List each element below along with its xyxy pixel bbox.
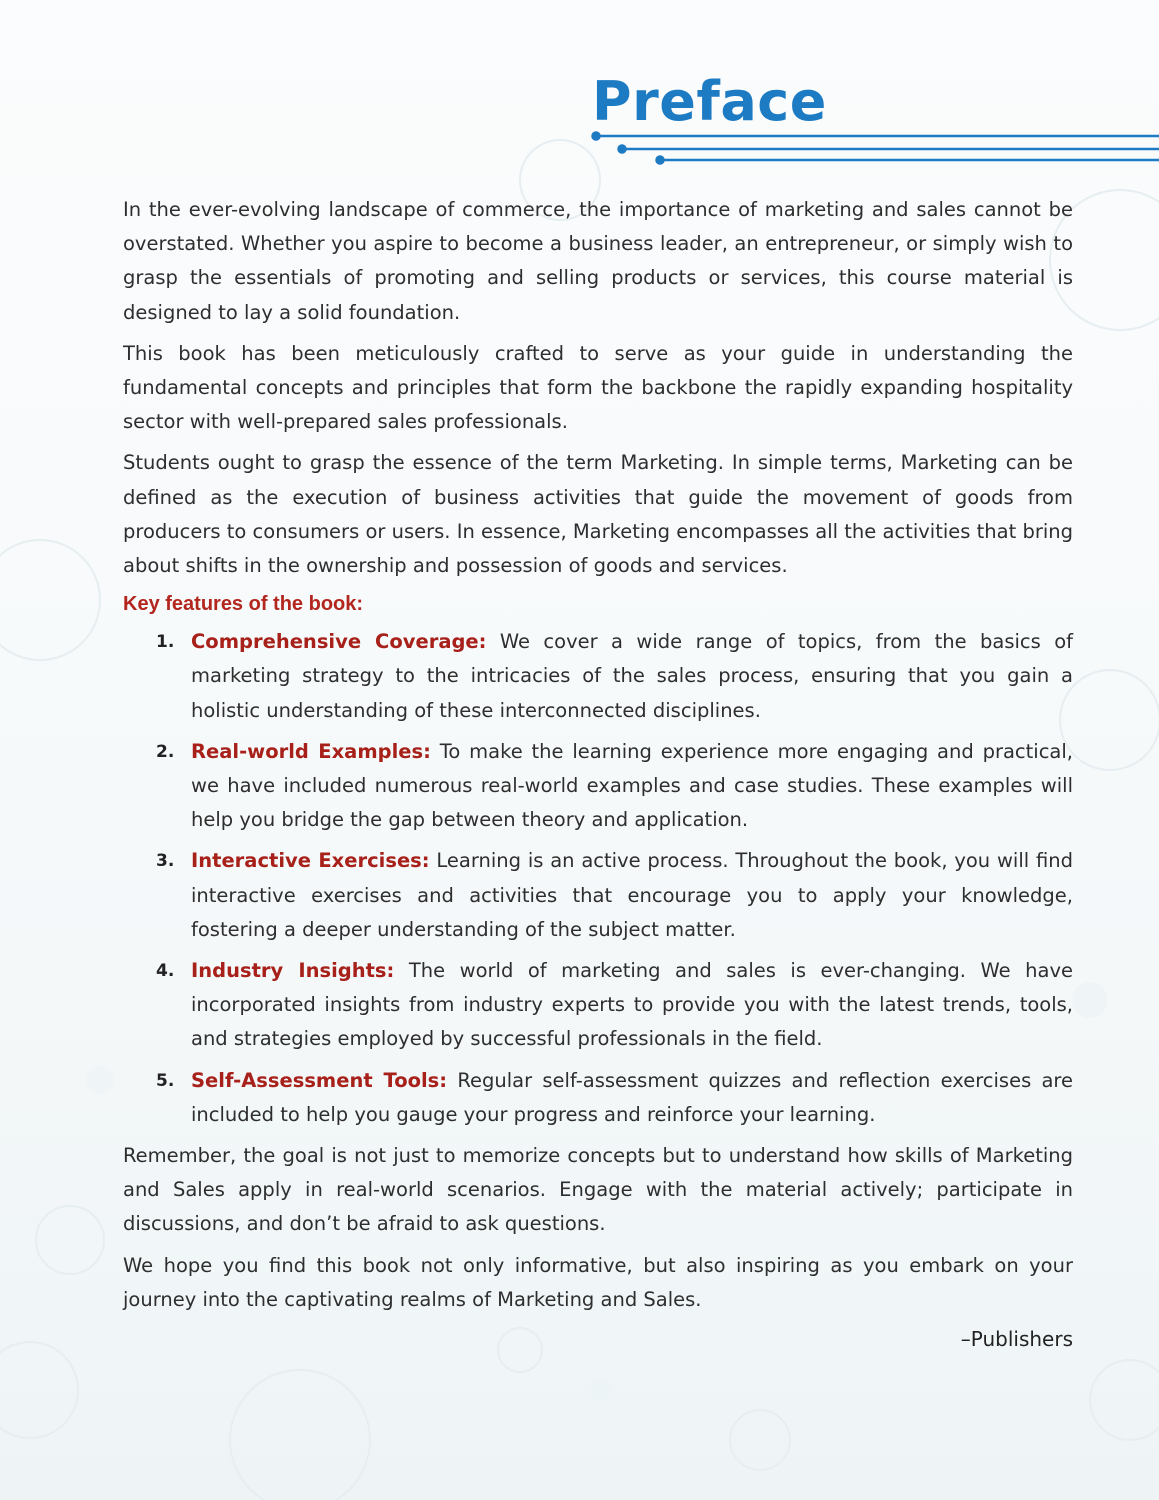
- publisher-signature: –Publishers: [960, 1327, 1073, 1352]
- feature-text: The world of marketing and sales is ever-changing. We have incorporated insights from industry experts to provide you with the latest trends, tools, and strategies employed by successful professionals in the field.: [191, 959, 1073, 1051]
- feature-title: Comprehensive Coverage:: [191, 630, 487, 654]
- feature-number: 5.: [156, 1070, 175, 1091]
- feature-number: 3.: [156, 851, 175, 872]
- intro-paragraph: In the ever-evolving landscape of commerce, the importance of marketing and sales cannot be overstated. Whether you aspire to become a business leader, an entrepreneur, or simply wish to grasp the essentials of promoting and selling products or services, this course material is designed to lay a solid foundation.: [123, 198, 1073, 324]
- feature-item: [123, 954, 1073, 1057]
- feature-title: Real-world Examples:: [191, 739, 431, 763]
- page-title: Preface: [592, 70, 827, 133]
- feature-title: Industry Insights:: [191, 959, 395, 983]
- intro-paragraph: Students ought to grasp the essence of the term Marketing. In simple terms, Marketing can be defined as the execution of business activities that guide the movement of goods from producers to consumers or users. In essence, Marketing encompasses all the activities that bring about shifts in the ownership and possession of goods and services.: [123, 451, 1073, 578]
- feature-number: 4.: [156, 961, 175, 982]
- closing-paragraph: We hope you find this book not only informative, but also inspiring as you embark on your journey into the captivating realms of Marketing and Sales.: [123, 1253, 1073, 1311]
- feature-title: Self-Assessment Tools:: [191, 1068, 448, 1092]
- intro-paragraph: This book has been meticulously crafted to serve as your guide in understanding the fundamental concepts and principles that form the backbone the rapidly expanding hospitality sector with well-prepared sales professionals.: [123, 341, 1073, 434]
- feature-text: We cover a wide range of topics, from the basics of marketing strategy to the intricacies of the sales process, ensuring that you gain a holistic understanding of these interconnected disciplines.: [191, 630, 1073, 722]
- feature-text: Learning is an active process. Throughout the book, you will find interactive exercises and activities that encourage you to apply your knowledge, fostering a deeper understanding of the subject matter.: [191, 849, 1073, 941]
- title-underline-decoration: [0, 0, 1159, 170]
- feature-number: 1.: [156, 632, 175, 653]
- feature-number: 2.: [156, 741, 175, 762]
- feature-text: To make the learning experience more engaging and practical, we have included numerous real-world examples and case studies. These examples will help you bridge the gap between theory and application.: [191, 739, 1073, 832]
- feature-title: Interactive Exercises:: [191, 849, 430, 873]
- feature-item: [123, 735, 1073, 838]
- feature-text: Regular self-assessment quizzes and reflection exercises are included to help you gauge your progress and reinforce your learning.: [191, 1068, 1074, 1126]
- feature-item: [123, 625, 1073, 728]
- feature-item: [123, 1064, 1073, 1132]
- preface-body: [123, 193, 1073, 1354]
- key-features-heading: Key features of the book:: [123, 593, 364, 616]
- key-features-list: [123, 625, 1073, 1132]
- closing-paragraph: Remember, the goal is not just to memorize concepts but to understand how skills of Marketing and Sales apply in real-world scenarios. Engage with the material actively; participate in discussions, and don’t be afraid to ask questions.: [123, 1144, 1073, 1236]
- feature-item: [123, 844, 1073, 947]
